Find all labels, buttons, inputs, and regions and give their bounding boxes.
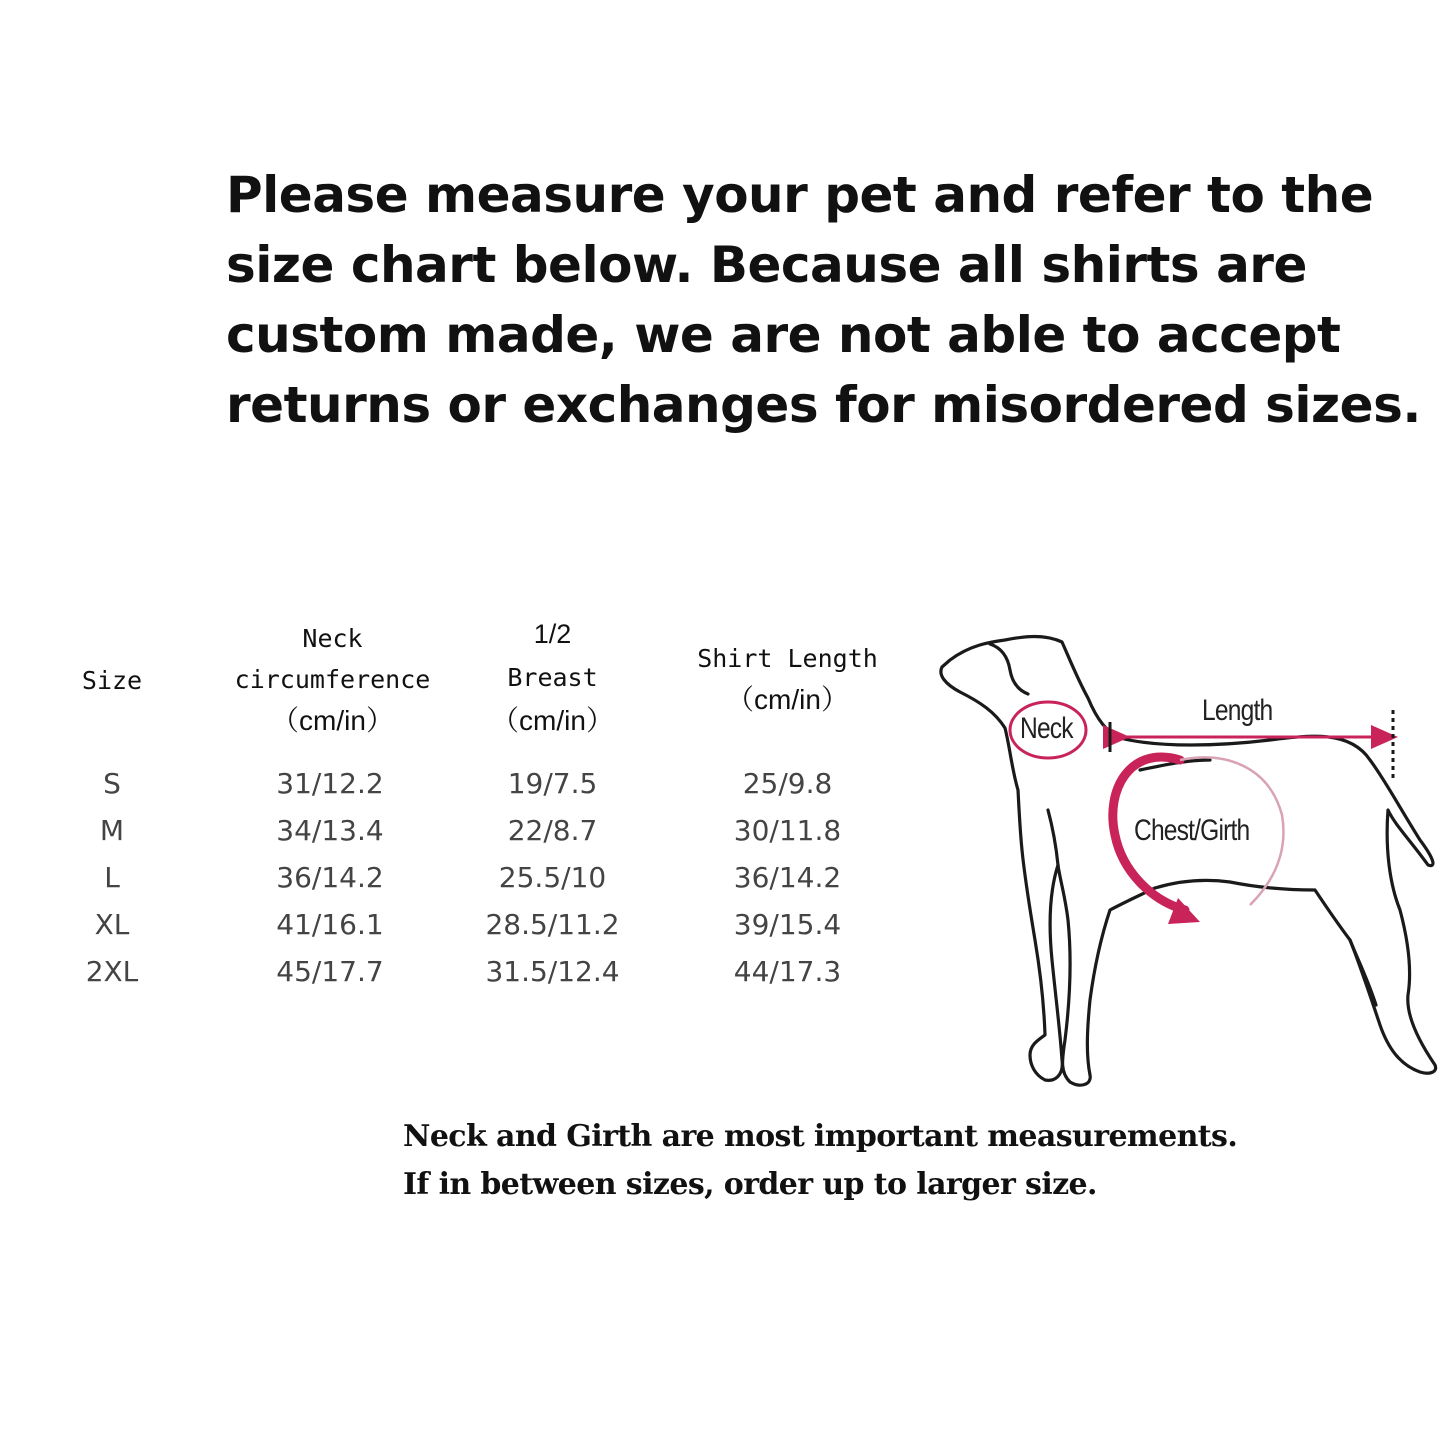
intro-line: returns or exchanges for misordered sizes.: [226, 376, 1421, 434]
table-body: [40, 760, 920, 995]
breast-cell: 22/8.7: [507, 814, 598, 847]
length-cell: 44/17.3: [733, 955, 842, 988]
header-breast-line2: Breast: [507, 663, 598, 692]
breast-cell: 25.5/10: [498, 861, 607, 894]
table-row: [40, 948, 920, 995]
dog-measurement-diagram: [930, 620, 1440, 1090]
length-cell: 30/11.8: [733, 814, 842, 847]
dog-silhouette-icon: [930, 620, 1440, 1090]
header-neck-unit: （cm/in）: [271, 705, 394, 736]
length-cell: 36/14.2: [733, 861, 842, 894]
note-line: If in between sizes, order up to larger size.: [403, 1167, 1097, 1202]
length-label: Length: [1202, 694, 1273, 727]
breast-cell: 31.5/12.4: [485, 955, 620, 988]
header-breast-unit: （cm/in）: [491, 705, 614, 736]
header-length-line1: Shirt Length: [697, 644, 878, 673]
breast-cell: 19/7.5: [507, 767, 598, 800]
neck-cell: 34/13.4: [276, 814, 384, 847]
breast-cell: 28.5/11.2: [485, 908, 620, 941]
table-row: [40, 807, 920, 854]
header-breast-line1: 1/2: [533, 619, 572, 649]
table-row: [40, 901, 920, 948]
intro-line: custom made, we are not able to accept: [226, 306, 1341, 364]
header-length: [680, 638, 895, 720]
length-cell: 39/15.4: [733, 908, 842, 941]
header-length-unit: （cm/in）: [726, 684, 849, 715]
note-line: Neck and Girth are most important measurements.: [403, 1119, 1238, 1154]
intro-line: Please measure your pet and refer to the: [226, 166, 1374, 224]
size-cell: S: [103, 767, 121, 800]
size-chart-table: [40, 610, 920, 1000]
intro-line: size chart below. Because all shirts are: [226, 236, 1307, 294]
dog-front-leg-line: [1048, 810, 1058, 865]
dog-back-leg-line: [1350, 940, 1376, 1005]
neck-cell: 41/16.1: [276, 908, 384, 941]
table-row: [40, 760, 920, 807]
neck-label: Neck: [1020, 712, 1073, 745]
header-neck: [220, 618, 445, 741]
neck-cell: 31/12.2: [276, 767, 384, 800]
size-cell: M: [99, 814, 125, 847]
chest-girth-label: Chest/Girth: [1134, 814, 1250, 847]
header-breast: [460, 614, 645, 741]
header-size: [62, 660, 162, 701]
header-neck-line1: Neck: [302, 624, 363, 653]
neck-cell: 36/14.2: [276, 861, 384, 894]
neck-cell: 45/17.7: [276, 955, 384, 988]
table-row: [40, 854, 920, 901]
size-cell: 2XL: [85, 955, 139, 988]
sizing-note: [403, 1113, 1403, 1209]
dog-ear: [990, 644, 1028, 694]
length-cell: 25/9.8: [742, 767, 833, 800]
header-size-label: Size: [81, 666, 143, 695]
dog-outline: [941, 637, 1436, 1086]
intro-text: [226, 160, 1421, 440]
header-neck-line2: circumference: [234, 665, 431, 694]
size-cell: XL: [94, 908, 130, 941]
size-cell: L: [104, 861, 120, 894]
